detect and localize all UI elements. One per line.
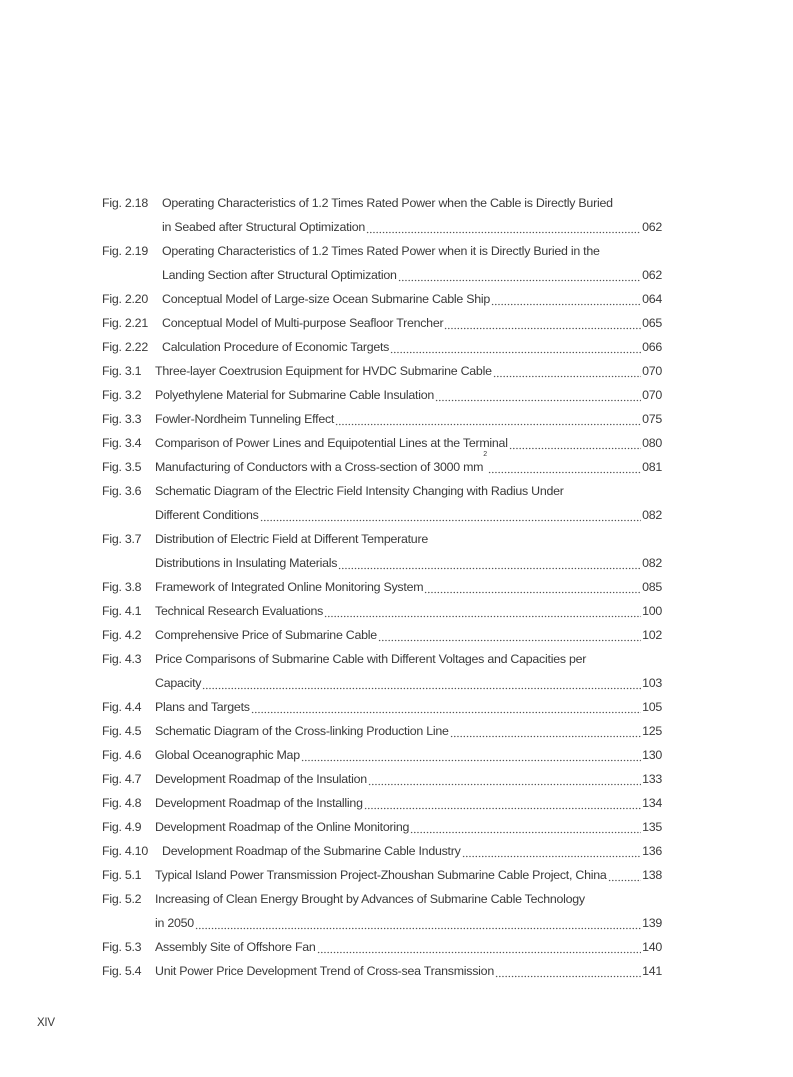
- figure-title: Comparison of Power Lines and Equipotential Lines at the Terminal: [155, 436, 508, 450]
- toc-entry-line: [102, 359, 662, 383]
- page-ref: 135: [642, 820, 662, 834]
- page-ref: 065: [642, 316, 662, 330]
- toc-entry-line: [102, 719, 662, 743]
- figure-title: Technical Research Evaluations: [155, 604, 324, 618]
- dot-leader: [366, 215, 641, 239]
- figure-label: Fig. 5.1: [102, 868, 142, 882]
- toc-entry-line: [102, 767, 662, 791]
- page-ref: 103: [642, 676, 662, 690]
- figure-label: Fig. 5.4: [102, 964, 142, 978]
- dot-leader: [324, 599, 641, 623]
- dot-leader: [317, 935, 642, 959]
- toc-entry-line: [102, 887, 662, 911]
- toc-entry-line: [102, 743, 662, 767]
- toc-entry-line: [102, 623, 662, 647]
- dot-leader: [301, 743, 641, 767]
- dot-leader: [444, 311, 641, 335]
- dot-leader: [338, 551, 641, 575]
- page-ref: 070: [642, 364, 662, 378]
- page-ref: 082: [642, 508, 662, 522]
- page-ref: 085: [642, 580, 662, 594]
- dot-leader: [390, 335, 641, 359]
- dot-leader: [335, 407, 641, 431]
- figure-label: Fig. 4.4: [102, 700, 142, 714]
- page-ref: 125: [642, 724, 662, 738]
- figure-label: Fig. 2.19: [102, 244, 148, 258]
- page-ref: 136: [642, 844, 662, 858]
- page-ref: 138: [642, 868, 662, 882]
- dot-leader: [364, 791, 641, 815]
- figure-title: Plans and Targets: [155, 700, 250, 714]
- figure-label: Fig. 3.3: [102, 412, 142, 426]
- figure-label: Fig. 4.8: [102, 796, 142, 810]
- figure-title: Global Oceanographic Map: [155, 748, 300, 762]
- figure-label: Fig. 4.9: [102, 820, 142, 834]
- figure-label: Fig. 4.1: [102, 604, 142, 618]
- toc-entry-line: [102, 671, 662, 695]
- dot-leader: [202, 671, 641, 695]
- dot-leader: [435, 383, 641, 407]
- page-ref: 139: [642, 916, 662, 930]
- page-number: XIV: [37, 1017, 55, 1029]
- figure-title: Development Roadmap of the Installing: [155, 796, 363, 810]
- toc-entry-line: [102, 503, 662, 527]
- figure-label: Fig. 4.10: [102, 844, 148, 858]
- toc-entry-line: [102, 959, 662, 983]
- toc-entry-line: [102, 263, 662, 287]
- figure-title: Conceptual Model of Multi-purpose Seafloor Trencher: [162, 316, 444, 330]
- page-ref: 075: [642, 412, 662, 426]
- dot-leader: [495, 959, 641, 983]
- figure-label: Fig. 3.2: [102, 388, 142, 402]
- dot-leader: [398, 263, 641, 287]
- figure-title: Assembly Site of Offshore Fan: [155, 940, 316, 954]
- toc-entry-line: [102, 407, 662, 431]
- figure-title: Different Conditions: [155, 508, 259, 522]
- toc-entry-line: [102, 383, 662, 407]
- figure-label: Fig. 2.22: [102, 340, 148, 354]
- figure-label: Fig. 3.5: [102, 460, 142, 474]
- toc-entry-line: [102, 527, 662, 551]
- page-ref: 064: [642, 292, 662, 306]
- figure-label: Fig. 5.2: [102, 892, 142, 906]
- figure-title: in 2050: [155, 916, 194, 930]
- figure-label: Fig. 4.5: [102, 724, 142, 738]
- figure-label: Fig. 3.6: [102, 484, 142, 498]
- toc-entry-line: [102, 647, 662, 671]
- dot-leader: [378, 623, 641, 647]
- toc-entry-line: [102, 239, 662, 263]
- figure-title: Operating Characteristics of 1.2 Times Rated Power when the Cable is Directly Buried: [162, 196, 613, 210]
- toc-entry-line: [102, 191, 662, 215]
- dot-leader: [195, 911, 641, 935]
- figure-title: Development Roadmap of the Submarine Cable Industry: [162, 844, 461, 858]
- toc-entry-line: [102, 431, 662, 455]
- toc-entry-line: [102, 215, 662, 239]
- superscript: 2: [483, 451, 487, 458]
- figure-title: Polyethylene Material for Submarine Cable Insulation: [155, 388, 435, 402]
- dot-leader: [450, 719, 641, 743]
- dot-leader: [462, 839, 641, 863]
- page-ref: 082: [642, 556, 662, 570]
- page-ref: 066: [642, 340, 662, 354]
- figure-title: Increasing of Clean Energy Brought by Advances of Submarine Cable Technology: [155, 892, 585, 906]
- toc-entry-line: [102, 287, 662, 311]
- page-ref: 081: [642, 460, 662, 474]
- figure-title: Comprehensive Price of Submarine Cable: [155, 628, 377, 642]
- page-ref: 134: [642, 796, 662, 810]
- page-ref: 062: [642, 220, 662, 234]
- toc-entry-line: [102, 695, 662, 719]
- toc-entry-line: [102, 575, 662, 599]
- dot-leader: [608, 863, 642, 887]
- dot-leader: [260, 503, 641, 527]
- toc-entry-line: [102, 599, 662, 623]
- figure-label: Fig. 3.7: [102, 532, 142, 546]
- page-ref: 130: [642, 748, 662, 762]
- page-ref: 140: [642, 940, 662, 954]
- toc-entry-line: [102, 815, 662, 839]
- dot-leader: [424, 575, 641, 599]
- page-ref: 062: [642, 268, 662, 282]
- figure-title: in Seabed after Structural Optimization: [162, 220, 366, 234]
- figure-label: Fig. 4.7: [102, 772, 142, 786]
- dot-leader: [488, 455, 641, 479]
- page-ref: 080: [642, 436, 662, 450]
- toc-entry-line: [102, 451, 662, 479]
- figure-label: [102, 551, 155, 575]
- dot-leader: [509, 431, 641, 455]
- figure-title: Development Roadmap of the Insulation: [155, 772, 367, 786]
- figure-title: Conceptual Model of Large-size Ocean Submarine Cable Ship: [162, 292, 491, 306]
- toc-entry-line: [102, 479, 662, 503]
- dot-leader: [251, 695, 641, 719]
- figure-label: Fig. 5.3: [102, 940, 142, 954]
- dot-leader: [491, 287, 641, 311]
- figure-title: Three-layer Coextrusion Equipment for HVDC Submarine Cable: [155, 364, 492, 378]
- figure-title: Calculation Procedure of Economic Targets: [162, 340, 390, 354]
- figure-label: Fig. 2.20: [102, 292, 148, 306]
- figure-title: Price Comparisons of Submarine Cable with Different Voltages and Capacities per: [155, 652, 587, 666]
- figure-title: Capacity: [155, 676, 202, 690]
- figure-title: Schematic Diagram of the Cross-linking Production Line: [155, 724, 449, 738]
- figure-title: Fowler-Nordheim Tunneling Effect: [155, 412, 335, 426]
- toc-entry-line: [102, 911, 662, 935]
- page-ref: 105: [642, 700, 662, 714]
- page-ref: 070: [642, 388, 662, 402]
- figure-title: Distribution of Electric Field at Different Temperature: [155, 532, 428, 546]
- page-ref: 141: [642, 964, 662, 978]
- figure-label: Fig. 4.6: [102, 748, 142, 762]
- figure-title: Unit Power Price Development Trend of Cross-sea Transmission: [155, 964, 494, 978]
- dot-leader: [410, 815, 641, 839]
- dot-leader: [368, 767, 641, 791]
- figure-title: Schematic Diagram of the Electric Field Intensity Changing with Radius Under: [155, 484, 564, 498]
- toc-entry-line: [102, 863, 662, 887]
- figure-label: Fig. 4.3: [102, 652, 142, 666]
- figure-title: Framework of Integrated Online Monitoring System: [155, 580, 424, 594]
- page-ref: 133: [642, 772, 662, 786]
- figure-label: Fig. 3.8: [102, 580, 142, 594]
- page-ref: 100: [642, 604, 662, 618]
- figure-label: [102, 671, 155, 695]
- figure-title: Manufacturing of Conductors with a Cross-section of 3000 mm: [155, 460, 484, 474]
- list-of-figures: [102, 191, 662, 983]
- toc-entry-line: [102, 551, 662, 575]
- figure-title: Landing Section after Structural Optimization: [162, 268, 397, 282]
- figure-label: [102, 263, 162, 287]
- figure-title: Development Roadmap of the Online Monitoring: [155, 820, 410, 834]
- toc-entry-line: [102, 839, 662, 863]
- figure-label: [102, 911, 155, 935]
- figure-title: Typical Island Power Transmission Project-Zhoushan Submarine Cable Project, China: [155, 868, 607, 882]
- toc-entry-line: [102, 791, 662, 815]
- figure-label: Fig. 3.1: [102, 364, 142, 378]
- figure-title: Distributions in Insulating Materials: [155, 556, 338, 570]
- toc-entry-line: [102, 311, 662, 335]
- figure-label: Fig. 2.21: [102, 316, 148, 330]
- figure-title: Operating Characteristics of 1.2 Times Rated Power when it is Directly Buried in the: [162, 244, 600, 258]
- figure-label: Fig. 2.18: [102, 196, 148, 210]
- figure-label: Fig. 3.4: [102, 436, 142, 450]
- figure-label: [102, 503, 155, 527]
- dot-leader: [493, 359, 641, 383]
- toc-entry-line: [102, 335, 662, 359]
- page-ref: 102: [642, 628, 662, 642]
- figure-label: [102, 215, 162, 239]
- figure-label: Fig. 4.2: [102, 628, 142, 642]
- toc-entry-line: [102, 935, 662, 959]
